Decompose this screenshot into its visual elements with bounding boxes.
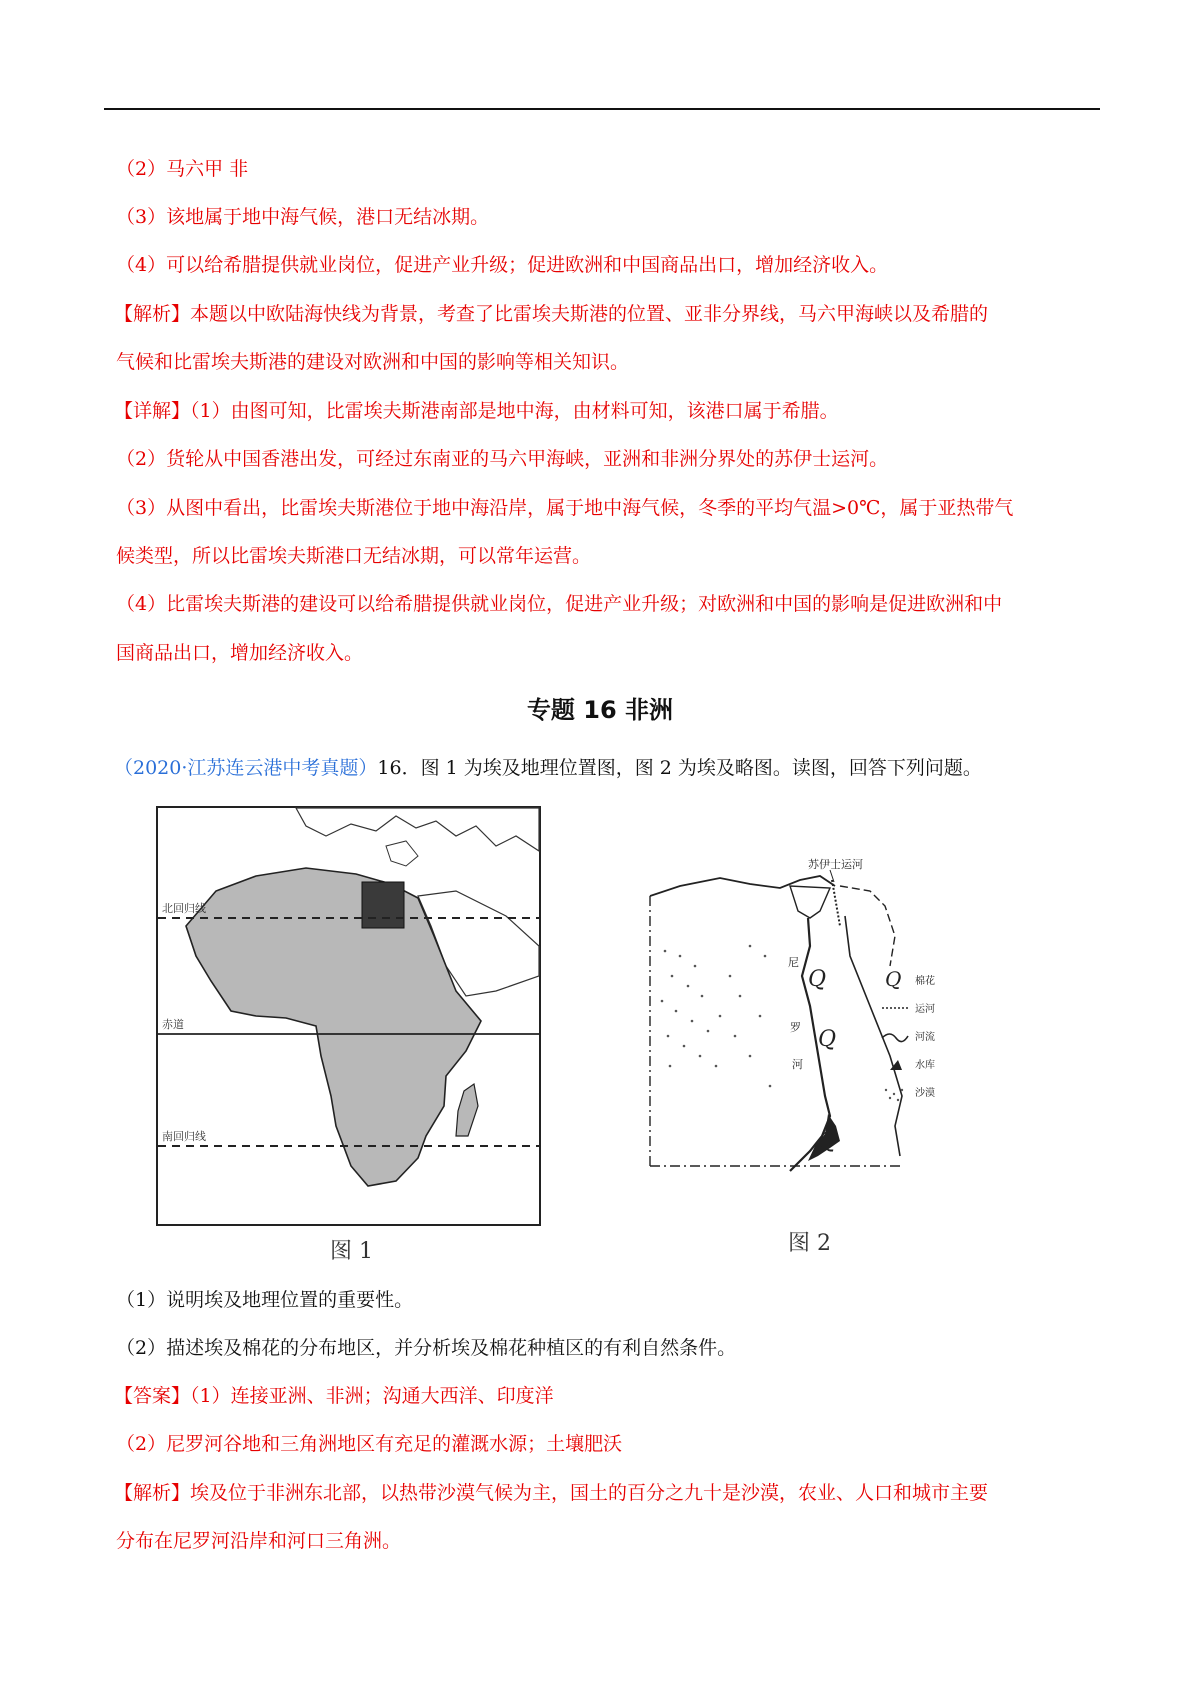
desert-dots [661, 945, 772, 1088]
legend-canal-label: 运河 [915, 1004, 935, 1015]
detail-text-1: （1）由图可知，比雷埃夫斯港南部是地中海，由材料可知，该港口属于希腊。 [190, 400, 839, 422]
answer-1 [114, 1382, 554, 1410]
question-1: （1）说明埃及地理位置的重要性。 [116, 1289, 414, 1311]
answer-line-3: （3）该地属于地中海气候，港口无结冰期。 [116, 206, 490, 228]
analysis-tag: 【解析】 [114, 303, 191, 325]
detail-line-4a: （4）比雷埃夫斯港的建设可以给希腊提供就业岗位，促进产业升级；对欧洲和中国的影响是促进欧洲和中 [116, 593, 1003, 615]
cotton-marker-3: Q [818, 1129, 837, 1154]
figure-2-caption: 图 2 [788, 1231, 831, 1256]
detail-tag: 【详解】 [114, 400, 191, 422]
cotton-marker-2: Q [818, 1027, 837, 1052]
legend-river-label: 河流 [915, 1032, 935, 1043]
answer-tag: 【答案】 [114, 1385, 191, 1407]
detail-line-4b: 国商品出口，增加经济收入。 [116, 642, 364, 664]
section-title: 专题 16 非洲 [526, 696, 674, 724]
detail-line-3b: 候类型，所以比雷埃夫斯港口无结冰期，可以常年运营。 [116, 545, 592, 567]
analysis-line-2: 气候和比雷埃夫斯港的建设对欧洲和中国的影响等相关知识。 [116, 351, 630, 373]
figure-2-egypt-map [640, 856, 1040, 1196]
analysis-2-line-1 [114, 1479, 988, 1507]
river-char-2: 罗 [790, 1021, 801, 1034]
suez-canal-line [832, 880, 840, 926]
detail-line-2: （2）货轮从中国香港出发，可经过东南亚的马六甲海峡，亚洲和非洲分界处的苏伊士运河。 [116, 448, 889, 470]
river-char-3: 河 [792, 1058, 803, 1071]
figure-1-africa-map [156, 806, 541, 1226]
question-source: （2020·江苏连云港中考真题） [114, 757, 378, 779]
answer-line-2: （2）马六甲 非 [116, 158, 249, 180]
label-equator: 赤道 [162, 1018, 184, 1031]
analysis-2-tag: 【解析】 [114, 1482, 191, 1504]
cotton-marker-1: Q [808, 967, 827, 992]
label-tropic-capricorn: 南回归线 [162, 1130, 206, 1143]
legend-reservoir-label: 水库 [915, 1060, 935, 1071]
question-2: （2）描述埃及棉花的分布地区，并分析埃及棉花种植区的有利自然条件。 [116, 1337, 737, 1359]
analysis-2-line-2: 分布在尼罗河沿岸和河口三角洲。 [116, 1530, 402, 1552]
label-tropic-cancer: 北回归线 [162, 902, 206, 915]
figure-1-caption: 图 1 [330, 1239, 373, 1264]
legend-cotton-label: 棉花 [915, 976, 935, 987]
answer-2: （2）尼罗河谷地和三角洲地区有充足的灌溉水源；土壤肥沃 [116, 1433, 623, 1455]
river-char-1: 尼 [788, 956, 799, 969]
detail-line-3a: （3）从图中看出，比雷埃夫斯港位于地中海沿岸，属于地中海气候，冬季的平均气温>0℃，属于亚热带气 [116, 497, 1014, 519]
question-text: 16．图 1 为埃及地理位置图，图 2 为埃及略图。读图，回答下列问题。 [377, 757, 982, 779]
answer-line-4: （4）可以给希腊提供就业岗位，促进产业升级；促进欧洲和中国商品出口，增加经济收入。 [116, 254, 889, 276]
question-stem [114, 754, 982, 782]
analysis-2-text: 埃及位于非洲东北部，以热带沙漠气候为主，国土的百分之九十是沙漠，农业、人口和城市主要 [190, 1482, 989, 1504]
legend-cotton-icon: Q [885, 967, 902, 991]
suez-canal-label: 苏伊士运河 [808, 858, 863, 871]
header-rule [104, 108, 1100, 110]
answer-1-text: （1）连接亚洲、非洲；沟通大西洋、印度洋 [190, 1385, 554, 1407]
analysis-text: 本题以中欧陆海快线为背景，考查了比雷埃夫斯港的位置、亚非分界线，马六甲海峡以及希腊的 [190, 303, 989, 325]
legend-desert-label: 沙漠 [915, 1088, 935, 1099]
detail-line-1 [114, 397, 839, 425]
analysis-line-1 [114, 300, 988, 328]
legend-river-icon [882, 1034, 908, 1042]
